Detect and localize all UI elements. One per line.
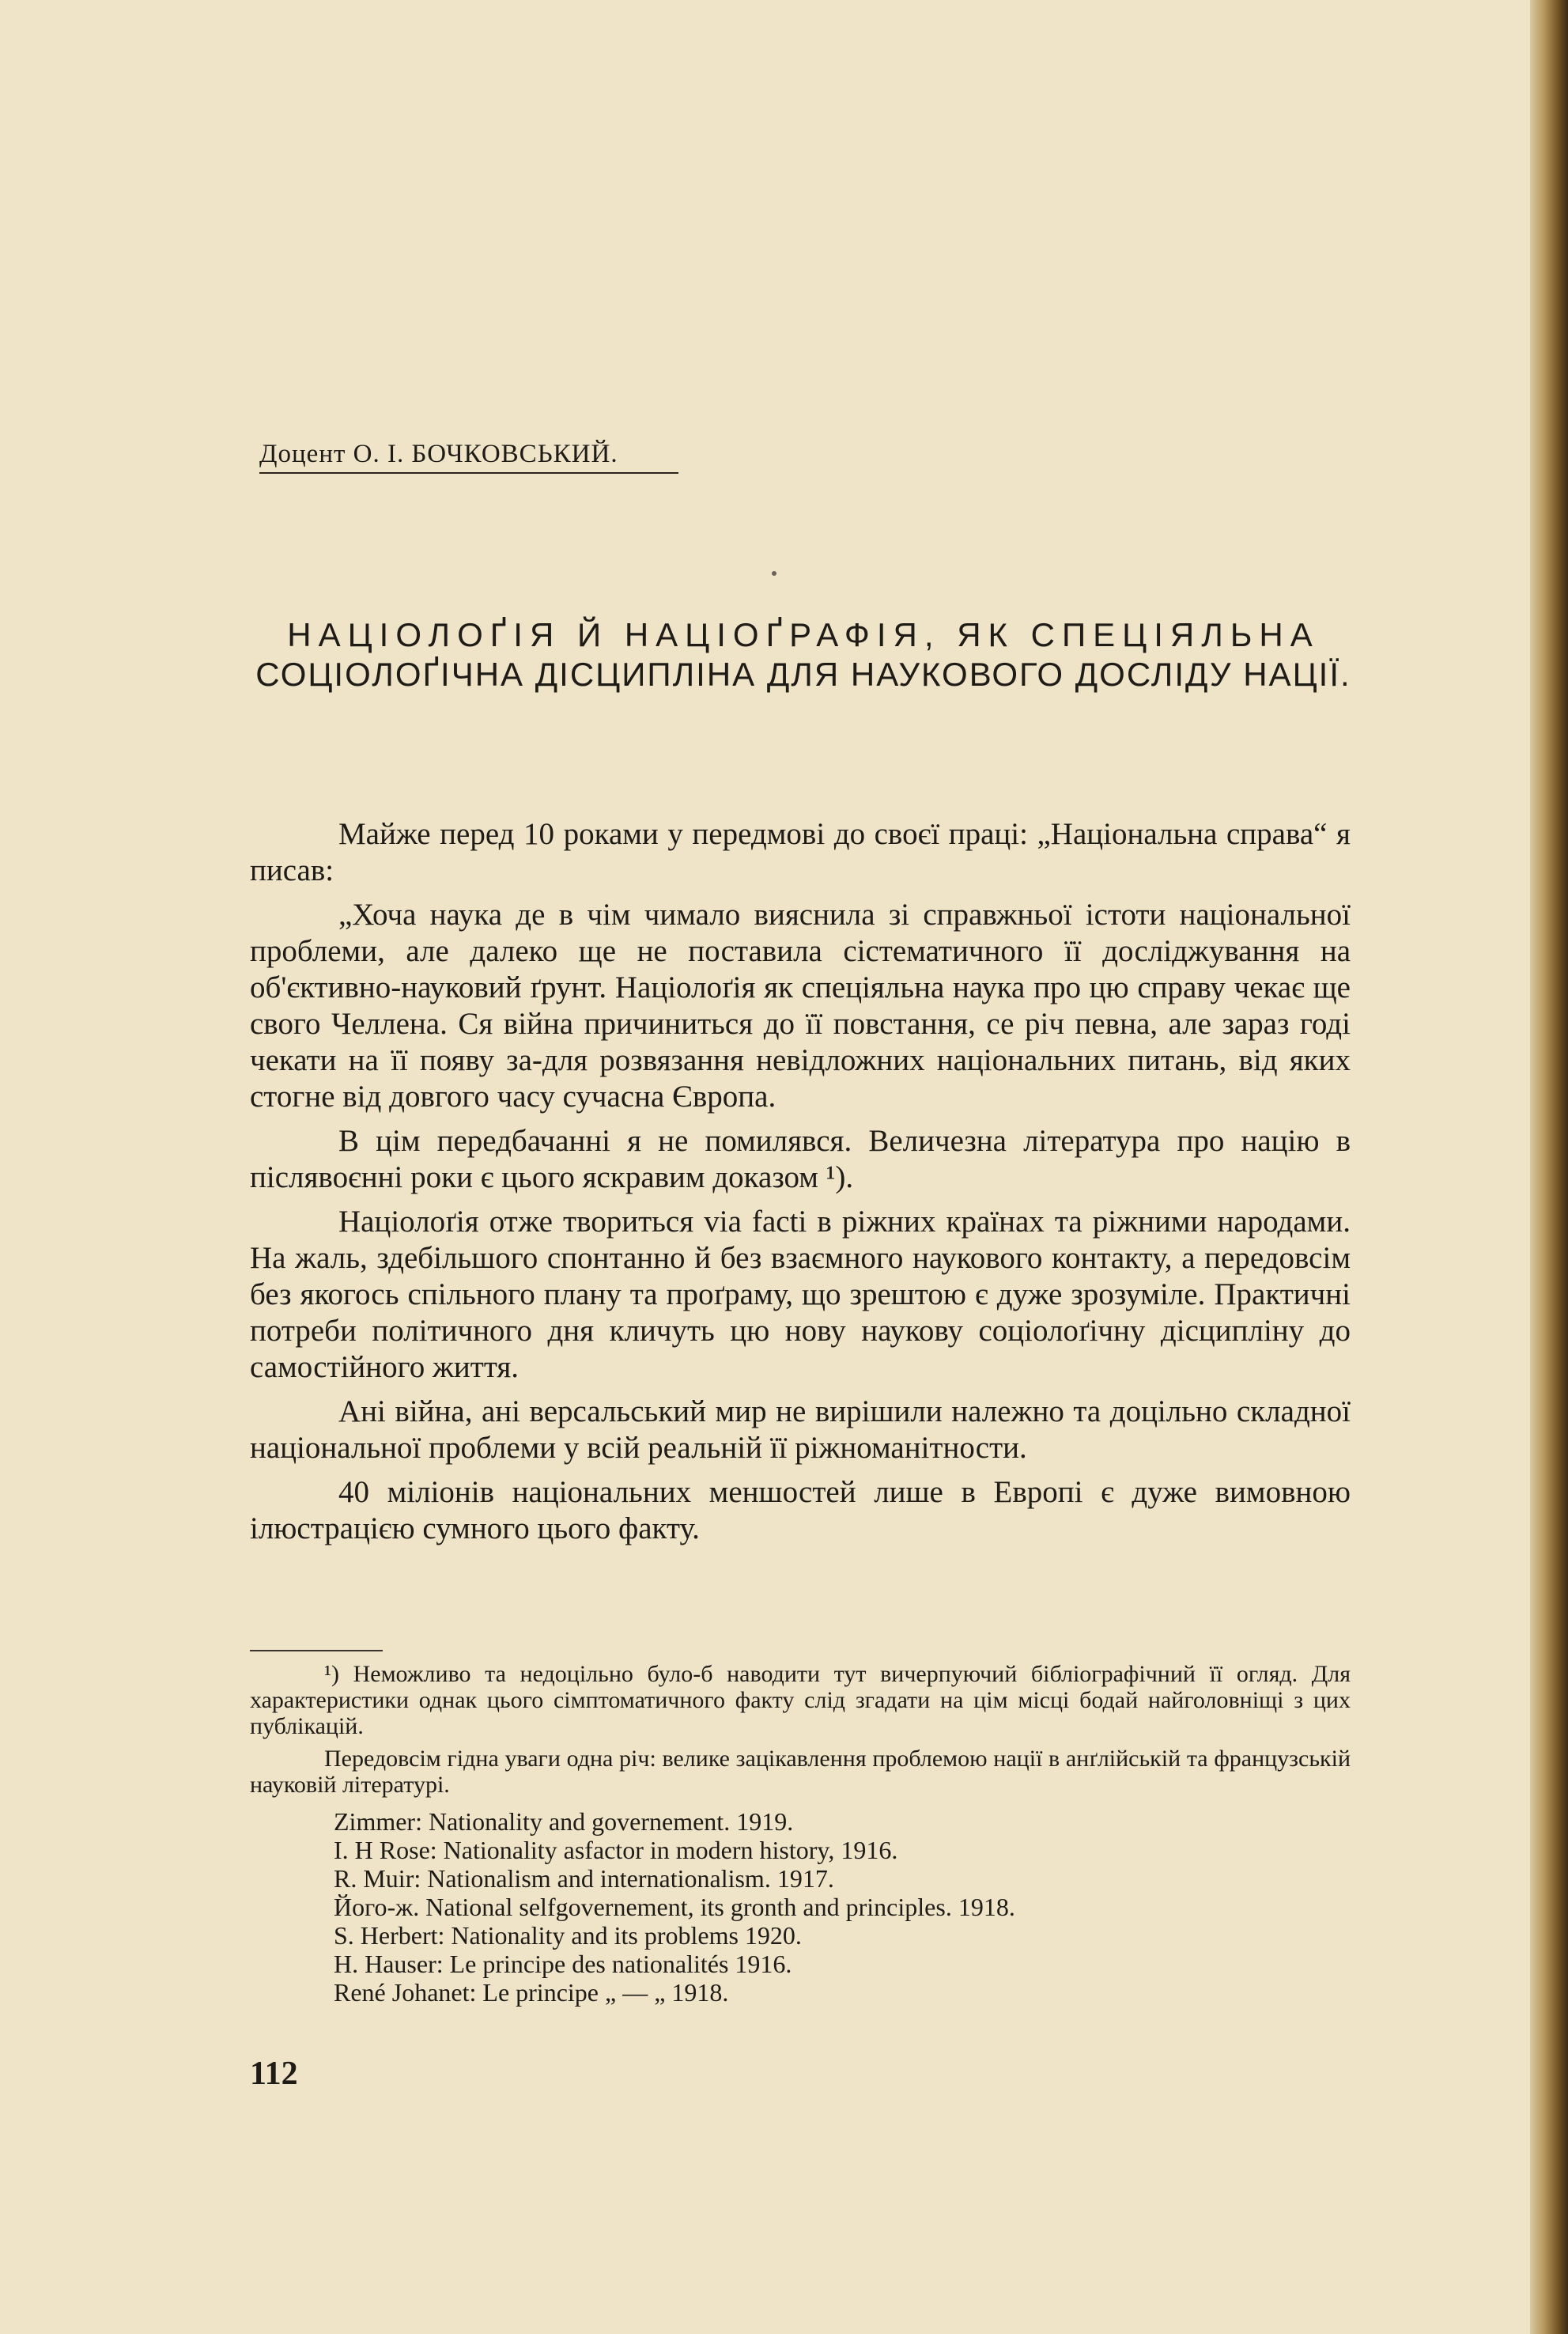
- author-line: Доцент О. І. БОЧКОВСЬКИЙ.: [259, 440, 678, 474]
- reference-item: S. Herbert: Nationality and its problems 1920.: [334, 1921, 802, 1950]
- paragraph: Ані війна, ані версальський мир не вирішили належно та доцільно складної національної проблеми у всій реальній її ріжноманітности.: [250, 1394, 1351, 1465]
- page-number: 112: [250, 2056, 298, 2092]
- book-spine-edge: [1530, 0, 1568, 2334]
- footnote: ¹) Неможливо та недоцільно було-б наводити тут вичерпуючий бібліографічний її огляд. Для характеристики однак цього сімптоматичного факту слід згадати на цім місці бодай найголовніщі з цих публікацій.: [250, 1661, 1351, 1739]
- title-line-1: НАЦІОЛОҐІЯ Й НАЦІОҐРАФІЯ, ЯК СПЕЦІЯЛЬНА: [287, 616, 1320, 653]
- reference-list: [334, 1807, 1351, 2007]
- paragraph: В цім передбачанні я не помилявся. Величезна література про націю в післявоєнні роки є цього яскравим доказом ¹).: [250, 1124, 1351, 1194]
- paragraph: Майже перед 10 роками у передмові до своєї праці: „Національна справа“ я писав:: [250, 817, 1351, 887]
- ornament-dot: [772, 571, 776, 576]
- article-body: [250, 816, 1351, 1555]
- reference-item: Його-ж. National selfgovernement, its gronth and principles. 1918.: [334, 1893, 1015, 1921]
- paragraph: „Хоча наука де в чім чимало вияснила зі справжньої істоти національної проблеми, але далеко ще не поставила сістематичного її досліджування на об'єктивно-науковий ґрунт. Націолоґія як спеціяльна наука про цю справу чекає ще свого Челлена. Ся війна причиниться до її повстання, се річ певна, але зараз годі чекати на її появу за-для розвязання невідложних національних питань, від яких стогне від довгого часу сучасна Європа.: [250, 898, 1351, 1114]
- footnote: Передовсім гідна уваги одна річ: велике зацікавлення проблемою нації в анґлійській та французській науковій літературі.: [250, 1746, 1351, 1798]
- paragraph: Націолоґія отже твориться via facti в ріжних країнах та ріжними народами. На жаль, здебільшого спонтанно й без взаємного наукового контакту, а передовсім без якогось спільного плану та проґраму, що зрештою є дуже зрозуміле. Практичні потреби політичного дня кличуть цю нову наукову соціолоґічну дісципліну до самостійного життя.: [250, 1205, 1351, 1384]
- paragraph: 40 міліонів національних меншостей лише в Европі є дуже вимовною ілюстрацією сумного цього факту.: [250, 1475, 1351, 1545]
- reference-item: R. Muir: Nationalism and internationalism. 1917.: [334, 1864, 834, 1893]
- reference-item: H. Hauser: Le principe des nationalités 1916.: [334, 1950, 792, 1978]
- reference-item: René Johanet: Le principe „ — „ 1918.: [334, 1978, 729, 2007]
- reference-item: Zimmer: Nationality and governement. 1919.: [334, 1807, 794, 1836]
- reference-item: I. H Rose: Nationality asfactor in modern history, 1916.: [334, 1836, 898, 1864]
- footnotes: [250, 1661, 1351, 2007]
- title-line-2: СОЦІОЛОҐІЧНА ДІСЦИПЛІНА ДЛЯ НАУКОВОГО ДОСЛІДУ НАЦІЇ.: [255, 656, 1351, 693]
- footnote-divider: [250, 1650, 383, 1651]
- article-title: [250, 615, 1357, 694]
